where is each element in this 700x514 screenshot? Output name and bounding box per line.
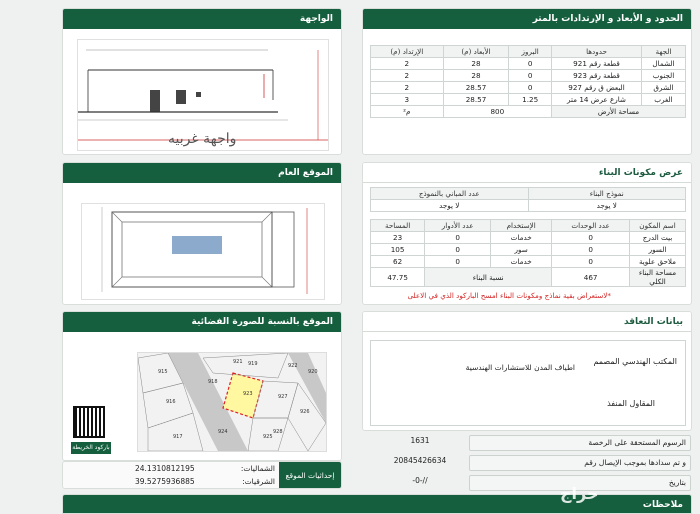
fee-value: 1631	[410, 436, 430, 445]
satellite-map	[137, 352, 327, 452]
area-row	[371, 106, 686, 118]
parcel-number: 921	[233, 359, 243, 365]
satellite-title: الموقع بالنسبة للصورة الفضائية	[63, 312, 341, 332]
parcel-number: 925	[263, 434, 273, 440]
col-direction: الجهة	[642, 46, 686, 58]
paid-label: و تم سدادها بموجب الإيصال رقم	[469, 455, 691, 471]
ratio-value: 47.75	[371, 268, 425, 287]
designer-label: المكتب الهندسي المصمم	[593, 357, 677, 366]
general-site-title: الموقع العام	[63, 163, 341, 183]
parcel-number: 920	[308, 369, 318, 375]
area-label: مساحة الأرض	[552, 106, 686, 118]
designer-value: اطياف المدن للاستشارات الهندسية	[465, 363, 575, 372]
model-table	[370, 187, 686, 212]
parcel-number: 923	[243, 391, 253, 397]
date-label: بتاريخ	[469, 475, 691, 491]
col-dimension: الأبعاد (م)	[443, 46, 509, 58]
components-table	[370, 219, 686, 287]
boundaries-table	[370, 45, 686, 118]
col-projection: البروز	[509, 46, 552, 58]
total-label: مساحة البناء الكلي	[630, 268, 686, 287]
facade-caption: واجهة غربيه	[168, 131, 237, 147]
table-row: ملاحق علوية 0 خدمات 0 62	[371, 256, 686, 268]
area-value: 800	[443, 106, 551, 118]
east-label: الشرقيات:	[242, 477, 275, 486]
components-title: عرض مكونات البناء	[363, 163, 691, 183]
total-value: 467	[552, 268, 630, 287]
paid-value: 20845426634	[393, 456, 447, 465]
boundaries-card	[362, 8, 692, 155]
parcel-number: 917	[173, 434, 183, 440]
col-border: حدودها	[552, 46, 642, 58]
parcel-number: 919	[248, 361, 258, 367]
parcel-number: 928	[273, 429, 283, 435]
col-setback: الإرتداد (م)	[371, 46, 444, 58]
site-plan-sketch	[82, 204, 324, 299]
east-value: 39.5275936885	[135, 477, 195, 486]
table-row: الغرب شارع عرض 14 متر 1.25 28.57 3	[371, 94, 686, 106]
ratio-label: نسبة البناء	[425, 268, 552, 287]
coords-card	[62, 461, 342, 489]
facade-title: الواجهة	[63, 9, 341, 29]
facade-card	[62, 8, 342, 155]
table-row: الشرق البعض ق رقم 927 0 28.57 2	[371, 82, 686, 94]
components-note: *لاستعراض بقية نماذج ومكونات البناء امسح الباركود الذي في الاعلى	[407, 291, 611, 300]
parcel-number: 927	[278, 394, 288, 400]
table-row: بيت الدرج 0 خدمات 0 23	[371, 232, 686, 244]
parcel-map	[138, 353, 326, 451]
satellite-card	[62, 311, 342, 461]
parcel-number: 916	[166, 399, 176, 405]
parcel-number: 915	[158, 369, 168, 375]
contract-title: بيانات التعاقد	[363, 312, 691, 332]
contractor-label: المقاول المنفذ	[607, 399, 655, 408]
table-row: لا يوجد لا يوجد	[371, 200, 686, 212]
general-site-card	[62, 162, 342, 305]
north-value: 24.1310812195	[135, 464, 195, 473]
boundaries-title: الحدود و الأبعاد و الإرتدادات بالمتر	[363, 9, 691, 29]
qr-label: باركود الخريطة	[71, 442, 111, 454]
coords-title: إحداثيات الموقع	[279, 462, 341, 488]
parcel-number: 926	[300, 409, 310, 415]
boundaries-header-row	[371, 46, 686, 58]
components-card	[362, 162, 692, 305]
fee-label: الرسوم المستحقة على الرخصة	[469, 435, 691, 451]
components-header-row: اسم المكون عدد الوحدات الإستخدام عدد الأدوار المساحة	[371, 220, 686, 232]
parcel-number: 918	[208, 379, 218, 385]
table-row: السور 0 سور 0 105	[371, 244, 686, 256]
total-row	[371, 268, 686, 287]
parcel-number: 922	[288, 363, 298, 369]
notes-label: ملاحظات	[63, 495, 691, 514]
qr-code[interactable]	[73, 406, 105, 438]
watermark-logo: حراج	[560, 484, 599, 503]
parcel-number: 924	[218, 429, 228, 435]
table-row: الجنوب قطعة رقم 923 0 28 2	[371, 70, 686, 82]
table-row: الشمال قطعة رقم 921 0 28 2	[371, 58, 686, 70]
north-label: الشماليات:	[240, 464, 275, 473]
contract-card	[362, 311, 692, 431]
date-value: -0-//	[412, 476, 428, 485]
area-unit: م²	[371, 106, 444, 118]
contract-box	[370, 340, 686, 426]
model-header-row: نموذج البناء عدد المباني بالنموذج	[371, 188, 686, 200]
site-plan-drawing	[81, 203, 325, 300]
